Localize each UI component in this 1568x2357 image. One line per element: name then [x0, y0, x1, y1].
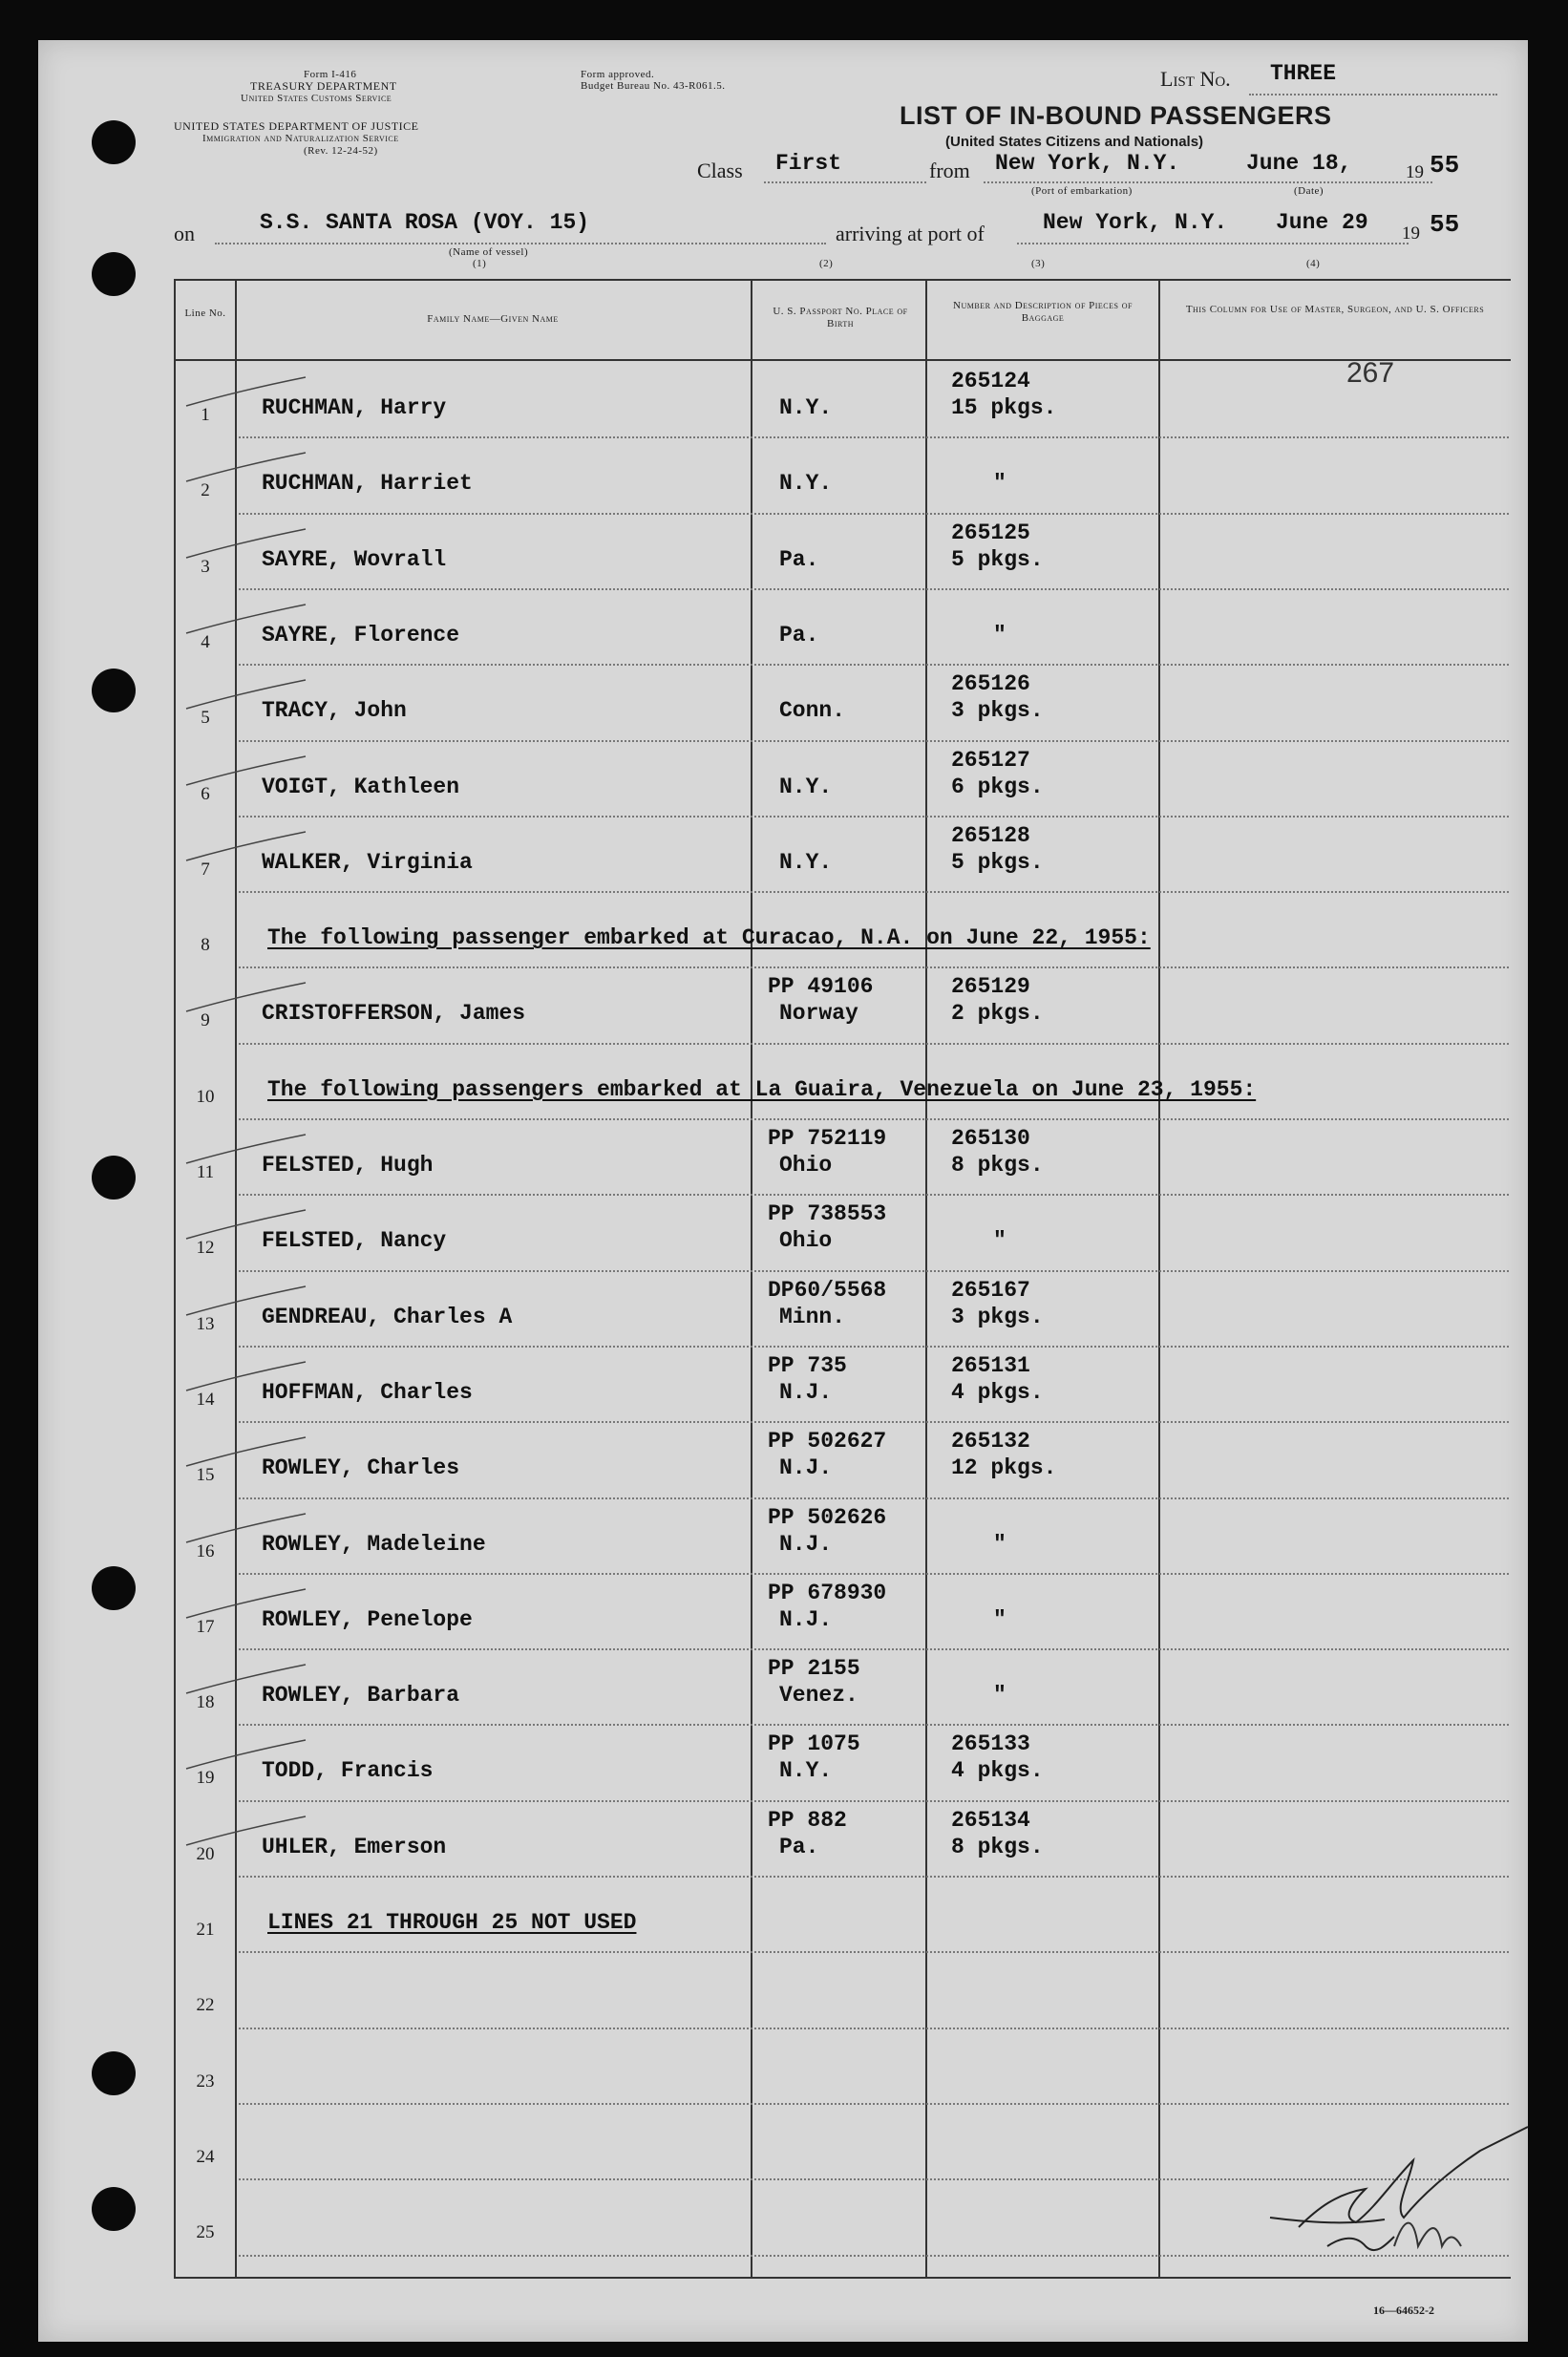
row-divider	[239, 1800, 1509, 1802]
column-header-passport: U. S. Passport No. Place of Birth	[773, 306, 908, 329]
row-divider	[239, 891, 1509, 893]
section-note: The following passenger embarked at Curacao, N.A. on June 22, 1955:	[267, 925, 1151, 951]
table-top-border	[174, 279, 1511, 281]
row-divider	[239, 740, 1509, 742]
row-divider	[239, 1270, 1509, 1272]
passenger-name: SAYRE, Florence	[262, 622, 460, 648]
line-number: 16	[196, 1540, 215, 1561]
check-mark-icon	[181, 827, 315, 865]
row-divider	[239, 966, 1509, 968]
signature-scribble	[1251, 2103, 1537, 2275]
list-no-label: List No.	[1160, 67, 1231, 91]
from-dotline	[984, 181, 1432, 183]
from-date: June 18,	[1246, 151, 1352, 176]
check-mark-icon	[181, 524, 315, 563]
from-port: New York, N.Y.	[995, 151, 1180, 176]
passenger-name: ROWLEY, Barbara	[262, 1683, 460, 1709]
line-number: 24	[196, 2146, 215, 2167]
arriving-label: arriving at port of	[836, 222, 985, 245]
budget-label: Budget Bureau No. 43-R061.5.	[581, 80, 726, 92]
form-approved-label: Form approved.	[581, 69, 655, 80]
line-number: 4	[201, 631, 210, 652]
baggage-description: 4 pkgs.	[951, 1758, 1044, 1784]
row-divider	[239, 816, 1509, 818]
place-of-birth: N.J.	[779, 1379, 833, 1405]
check-mark-icon	[181, 1357, 315, 1395]
check-mark-icon	[181, 1509, 315, 1547]
port-caption: (Port of embarkation)	[1031, 185, 1133, 197]
place-of-birth: N.Y.	[779, 774, 833, 799]
passport-number: PP 678930	[768, 1580, 887, 1605]
check-mark-icon	[181, 448, 315, 486]
passenger-name: FELSTED, Hugh	[262, 1153, 434, 1178]
row-divider	[239, 1876, 1509, 1878]
passenger-name: WALKER, Virginia	[262, 849, 473, 875]
line-number: 1	[201, 405, 210, 425]
baggage-number: 265134	[951, 1807, 1030, 1833]
passenger-name: TRACY, John	[262, 698, 407, 724]
baggage-description: 15 pkgs.	[951, 395, 1057, 420]
line-number: 7	[201, 859, 210, 880]
passport-number: PP 882	[768, 1807, 847, 1833]
row-divider	[239, 436, 1509, 438]
place-of-birth: Minn.	[779, 1304, 846, 1329]
column-caption-3: (3)	[1031, 258, 1046, 269]
passenger-name: RUCHMAN, Harriet	[262, 471, 473, 497]
check-mark-icon	[181, 1130, 315, 1168]
arrival-port: New York, N.Y.	[1043, 210, 1228, 235]
passenger-name: ROWLEY, Charles	[262, 1455, 460, 1481]
table-bottom-border	[174, 2277, 1511, 2279]
column-caption-2: (2)	[819, 258, 834, 269]
passenger-name: HOFFMAN, Charles	[262, 1379, 473, 1405]
line-number: 12	[196, 1238, 215, 1259]
place-of-birth: N.J.	[779, 1455, 833, 1481]
row-divider	[239, 1346, 1509, 1348]
passenger-name: VOIGT, Kathleen	[262, 774, 460, 799]
place-of-birth: Pa.	[779, 622, 819, 648]
from-label: from	[929, 159, 970, 182]
passport-number: PP 502626	[768, 1504, 887, 1530]
baggage-number: 265167	[951, 1277, 1030, 1303]
check-mark-icon	[181, 1282, 315, 1320]
line-number: 21	[196, 1920, 215, 1940]
row-divider	[239, 1421, 1509, 1423]
on-label: on	[174, 222, 195, 245]
baggage-number: 265133	[951, 1731, 1030, 1757]
document-page	[38, 40, 1528, 2342]
footer-code: 16—64652-2	[1373, 2304, 1434, 2317]
place-of-birth: Ohio	[779, 1153, 833, 1178]
place-of-birth: Pa.	[779, 546, 819, 572]
arrival-year-prefix: 19	[1402, 223, 1420, 244]
baggage-number: 265131	[951, 1352, 1030, 1378]
passport-number: PP 502627	[768, 1429, 887, 1455]
document-title: LIST OF IN-BOUND PASSENGERS	[900, 101, 1332, 130]
line-number: 22	[196, 1995, 215, 2016]
line-number: 20	[196, 1843, 215, 1864]
section-note: LINES 21 THROUGH 25 NOT USED	[267, 1910, 637, 1935]
row-divider	[239, 1724, 1509, 1726]
baggage-description: 3 pkgs.	[951, 1304, 1044, 1329]
baggage-description: "	[993, 1228, 1006, 1254]
baggage-number: 265129	[951, 974, 1030, 1000]
baggage-description: 12 pkgs.	[951, 1455, 1057, 1481]
line-number: 18	[196, 1692, 215, 1713]
place-of-birth: N.Y.	[779, 395, 833, 420]
passenger-name: CRISTOFFERSON, James	[262, 1001, 526, 1027]
line-number: 11	[196, 1162, 215, 1182]
binder-hole	[92, 669, 136, 712]
line-number: 9	[201, 1010, 210, 1031]
column-divider-line-no	[235, 279, 237, 2279]
row-divider	[239, 1573, 1509, 1575]
line-number: 2	[201, 480, 210, 501]
row-divider	[239, 1497, 1509, 1499]
passenger-name: ROWLEY, Penelope	[262, 1606, 473, 1632]
passenger-name: SAYRE, Wovrall	[262, 546, 447, 572]
line-number: 25	[196, 2222, 215, 2243]
place-of-birth: Venez.	[779, 1683, 858, 1709]
check-mark-icon	[181, 1735, 315, 1773]
list-no-value: THREE	[1270, 61, 1337, 86]
passport-number: PP 735	[768, 1352, 847, 1378]
check-mark-icon	[181, 600, 315, 638]
line-number: 5	[201, 708, 210, 729]
baggage-number: 265130	[951, 1126, 1030, 1151]
baggage-description: 8 pkgs.	[951, 1834, 1044, 1859]
justice-label: UNITED STATES DEPARTMENT OF JUSTICE	[174, 119, 419, 133]
binder-hole	[92, 252, 136, 296]
passport-number: PP 49106	[768, 974, 874, 1000]
passport-number: PP 752119	[768, 1126, 887, 1151]
passport-number: PP 2155	[768, 1656, 860, 1682]
class-label: Class	[697, 159, 743, 182]
binder-hole	[92, 1156, 136, 1200]
line-number: 6	[201, 783, 210, 804]
column-header-line-no: Line No.	[184, 308, 226, 319]
revision-label: (Rev. 12-24-52)	[304, 145, 378, 157]
place-of-birth: Ohio	[779, 1228, 833, 1254]
baggage-description: "	[993, 1606, 1006, 1632]
passenger-name: ROWLEY, Madeleine	[262, 1531, 486, 1557]
check-mark-icon	[181, 1812, 315, 1850]
baggage-number: 265126	[951, 671, 1030, 697]
line-number: 13	[196, 1313, 215, 1334]
line-number: 15	[196, 1465, 215, 1486]
column-header-baggage: Number and Description of Pieces of Baggage	[953, 300, 1133, 324]
column-caption-4: (4)	[1306, 258, 1321, 269]
column-divider-passport	[751, 279, 752, 2279]
arrival-year: 55	[1430, 210, 1460, 239]
table-header-bottom	[174, 359, 1511, 361]
baggage-description: "	[993, 1683, 1006, 1709]
line-number: 19	[196, 1768, 215, 1789]
passenger-name: TODD, Francis	[262, 1758, 434, 1784]
place-of-birth: N.Y.	[779, 849, 833, 875]
passenger-name: GENDREAU, Charles A	[262, 1304, 513, 1329]
binder-hole	[92, 2051, 136, 2095]
vessel-dotline	[215, 243, 826, 244]
passport-number: PP 1075	[768, 1731, 860, 1757]
passport-number: PP 738553	[768, 1201, 887, 1227]
line-number: 14	[196, 1389, 215, 1410]
binder-hole	[92, 2187, 136, 2231]
form-number: Form I-416	[304, 69, 357, 80]
baggage-description: 3 pkgs.	[951, 698, 1044, 724]
check-mark-icon	[181, 372, 315, 411]
arrival-dotline	[1017, 243, 1409, 244]
baggage-description: 8 pkgs.	[951, 1153, 1044, 1178]
vessel-name: S.S. SANTA ROSA (VOY. 15)	[260, 210, 590, 235]
passport-number: DP60/5568	[768, 1277, 887, 1303]
row-divider	[239, 1648, 1509, 1650]
class-dotline	[764, 181, 926, 183]
line-number: 10	[196, 1086, 215, 1107]
officer-note: 267	[1346, 357, 1395, 389]
list-no-dotline	[1249, 94, 1497, 96]
baggage-number: 265127	[951, 747, 1030, 773]
baggage-description: 5 pkgs.	[951, 546, 1044, 572]
baggage-description: 5 pkgs.	[951, 849, 1044, 875]
line-number: 8	[201, 935, 210, 956]
line-number: 17	[196, 1616, 215, 1637]
document-subtitle: (United States Citizens and Nationals)	[945, 134, 1204, 150]
vessel-caption: (Name of vessel)	[449, 246, 529, 258]
row-divider	[239, 664, 1509, 666]
row-divider	[239, 513, 1509, 515]
immigration-label: Immigration and Naturalization Service	[202, 133, 399, 144]
baggage-number: 265124	[951, 369, 1030, 393]
vessel-caption-number: (1)	[473, 258, 487, 269]
column-header-name: Family Name—Given Name	[427, 313, 559, 325]
binder-hole	[92, 120, 136, 164]
row-divider	[239, 1043, 1509, 1045]
check-mark-icon	[181, 752, 315, 790]
from-year-prefix: 19	[1406, 162, 1424, 182]
column-divider-baggage	[925, 279, 927, 2279]
check-mark-icon	[181, 1205, 315, 1243]
check-mark-icon	[181, 1660, 315, 1698]
baggage-description: 6 pkgs.	[951, 774, 1044, 799]
baggage-description: 4 pkgs.	[951, 1379, 1044, 1405]
place-of-birth: N.J.	[779, 1606, 833, 1632]
place-of-birth: Conn.	[779, 698, 846, 724]
baggage-description: "	[993, 622, 1006, 648]
check-mark-icon	[181, 675, 315, 713]
class-value: First	[775, 151, 842, 176]
line-number: 23	[196, 2070, 215, 2092]
row-divider	[239, 1194, 1509, 1196]
baggage-description: 2 pkgs.	[951, 1001, 1044, 1027]
binder-hole	[92, 1566, 136, 1610]
section-note: The following passengers embarked at La Guaira, Venezuela on June 23, 1955:	[267, 1076, 1257, 1102]
column-divider-officers	[1158, 279, 1160, 2279]
treasury-label: TREASURY DEPARTMENT	[250, 79, 397, 93]
check-mark-icon	[181, 1433, 315, 1471]
place-of-birth: Pa.	[779, 1834, 819, 1859]
row-divider	[239, 1118, 1509, 1120]
line-number: 3	[201, 556, 210, 577]
arrival-date: June 29	[1276, 210, 1368, 235]
date-caption: (Date)	[1294, 185, 1324, 197]
baggage-description: "	[993, 471, 1006, 497]
place-of-birth: N.Y.	[779, 1758, 833, 1784]
table-left-border	[174, 279, 176, 2279]
baggage-number: 265132	[951, 1429, 1030, 1455]
row-divider	[239, 1951, 1509, 1953]
passenger-name: RUCHMAN, Harry	[262, 395, 447, 420]
baggage-description: "	[993, 1531, 1006, 1557]
from-year: 55	[1430, 151, 1460, 180]
place-of-birth: N.J.	[779, 1531, 833, 1557]
row-divider	[239, 2028, 1509, 2029]
passenger-name: FELSTED, Nancy	[262, 1228, 447, 1254]
place-of-birth: Norway	[779, 1001, 858, 1027]
baggage-number: 265128	[951, 822, 1030, 848]
place-of-birth: N.Y.	[779, 471, 833, 497]
column-header-officers: This Column for Use of Master, Surgeon, and U. S. Officers	[1185, 304, 1485, 315]
check-mark-icon	[181, 1584, 315, 1623]
row-divider	[239, 588, 1509, 590]
baggage-number: 265125	[951, 520, 1030, 545]
passenger-name: UHLER, Emerson	[262, 1834, 447, 1859]
customs-label: United States Customs Service	[241, 93, 392, 104]
check-mark-icon	[181, 978, 315, 1016]
